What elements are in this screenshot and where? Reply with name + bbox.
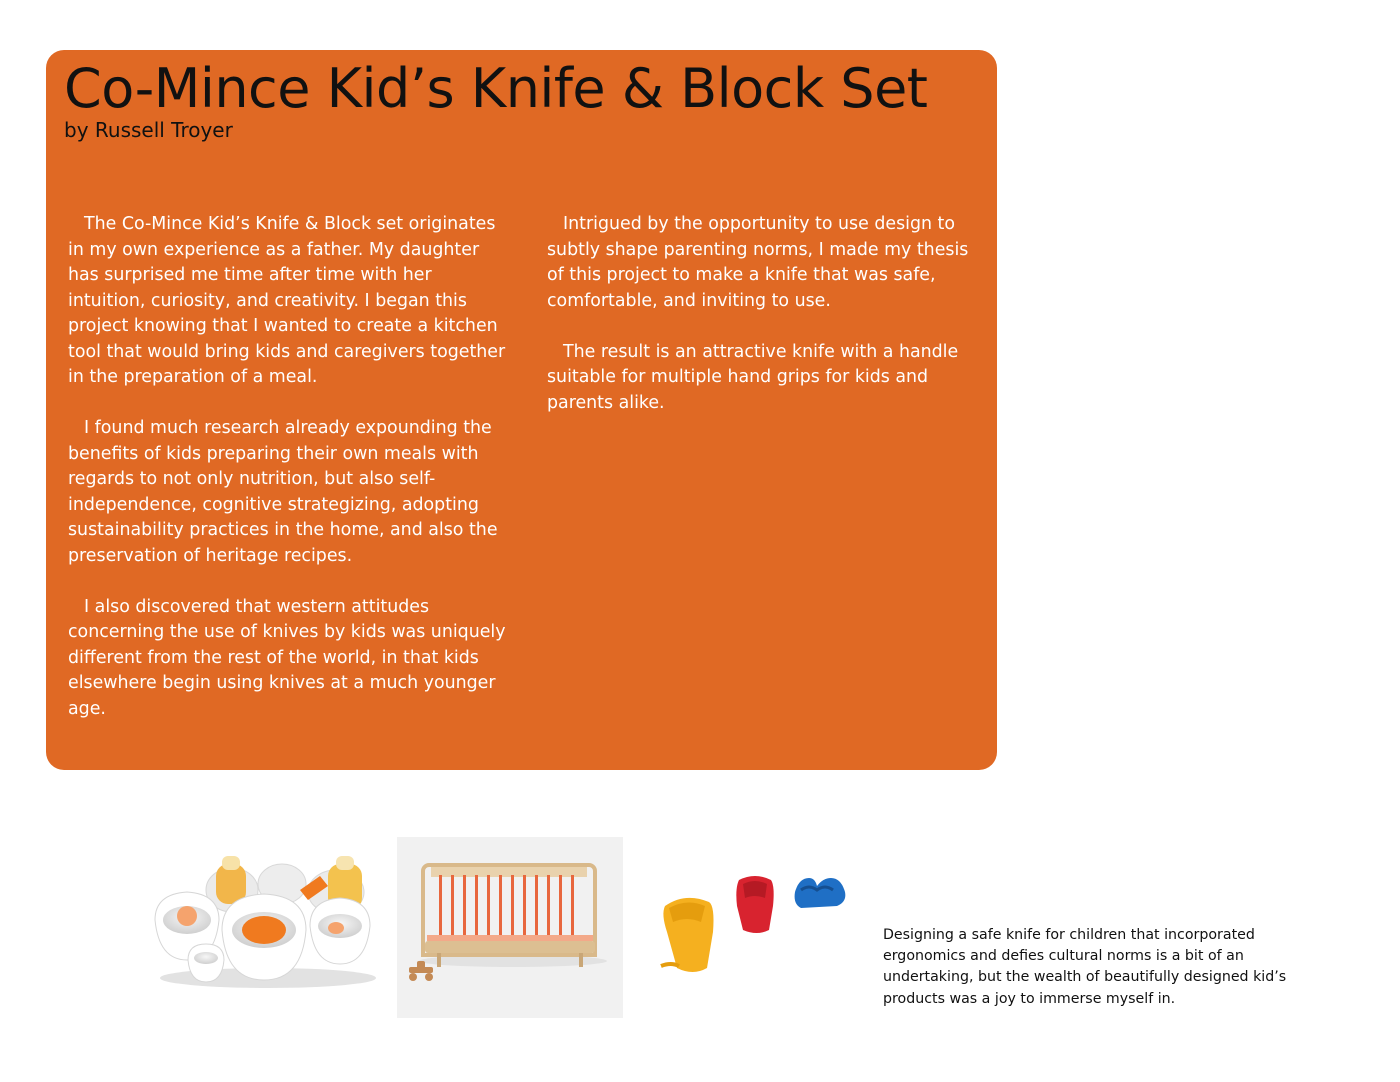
paragraph: The result is an attractive knife with a handle suitable for multiple hand grips for kids and parents alike. (547, 341, 959, 413)
page-title: Co-Mince Kid’s Knife & Block Set (64, 57, 928, 120)
image-caption: Designing a safe knife for children that incorporated ergonomics and defies cultural norms is a bit of an undertaking, but the wealth of beautifully designed kid’s products was a joy to immerse myself in. (883, 927, 1287, 1007)
bottle-pods-image (150, 850, 382, 992)
paragraph: The Co-Mince Kid’s Knife & Block set originates in my own experience as a father. My daughter has surprised me time after time with her intuition, curiosity, and creativity. I began this project knowing that I wanted to create a kitchen tool that would bring kids and caregivers together in the preparation of a meal. (68, 214, 506, 387)
paragraph: I found much research already expounding the benefits of kids preparing their own meals with regards to not only nutrition, but also self-independence, cognitive strategizing, adopting sustainability practices in the home, and also the preservation of heritage recipes. (68, 418, 498, 566)
crib-image (397, 837, 623, 1018)
intro-card (46, 50, 997, 770)
author-byline: by Russell Troyer (64, 118, 233, 142)
paragraph: Intrigued by the opportunity to use design to subtly shape parenting norms, I made my thesis of this project to make a knife that was safe, comfortable, and inviting to use. (547, 214, 969, 311)
kids-chairs-image (655, 866, 851, 982)
text-column-left (68, 212, 508, 748)
text-column-right (547, 212, 987, 442)
paragraph: I also discovered that western attitudes concerning the use of knives by kids was uniquely different from the rest of the world, in that kids elsewhere begin using knives at a much younger age. (68, 596, 506, 719)
